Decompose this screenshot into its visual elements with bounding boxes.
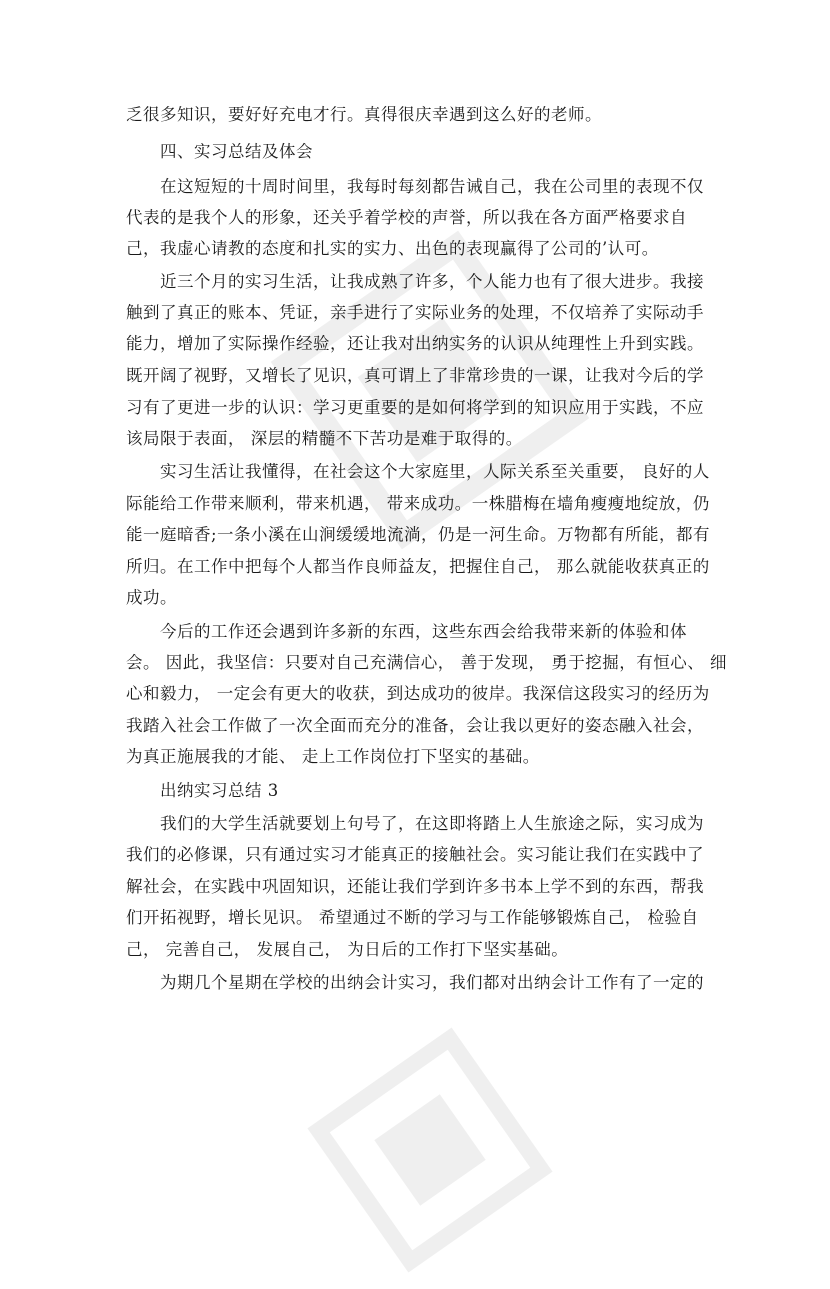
text-line: 己，我虚心请教的态度和扎实的实力、出色的表现赢得了公司的’认可。: [126, 239, 659, 258]
watermark-logo-icon-bottom: [291, 1011, 570, 1289]
text-line: 解社会，在实践中巩固知识，还能让我们学到许多书本上学不到的东西，帮我: [126, 877, 704, 896]
text-line: 实习生活让我懂得，在社会这个大家庭里，人际关系至关重要， 良好的人: [160, 462, 710, 481]
text-line: 为真正施展我的才能、 走上工作岗位打下坚实的基础。: [126, 747, 540, 766]
text-line: 今后的工作还会遇到许多新的东西，这些东西会给我带来新的体验和体: [160, 622, 687, 641]
text-line: 习有了更进一步的认识：学习更重要的是如何将学到的知识应用于实践，不应: [126, 398, 704, 417]
section-heading: 出纳实习总结 3: [160, 781, 279, 800]
text-line: 代表的是我个人的形象，还关乎着学校的声誉，所以我在各方面严格要求自: [126, 208, 687, 227]
text-line: 们开拓视野，增长见识。 希望通过不断的学习与工作能够锻炼自己， 检验自: [126, 908, 699, 927]
text-line: 心和毅力， 一定会有更大的收获，到达成功的彼岸。我深信这段实习的经历为: [126, 684, 710, 703]
text-line: 既开阔了视野，又增长了见识，真可谓上了非常珍贵的一课，让我对今后的学: [126, 366, 704, 385]
text-line: 会。 因此，我坚信：只要对自己充满信心， 善于发现， 勇于挖掘，有恒心、 细: [126, 653, 727, 672]
text-line: 所归。在工作中把每个人都当作良师益友，把握住自己， 那么就能收获真正的: [126, 557, 710, 576]
text-line: 己， 完善自己， 发展自己， 为日后的工作打下坚实基础。: [126, 940, 569, 959]
text-line: 成功。: [126, 588, 177, 607]
text-line: 在这短短的十周时间里，我每时每刻都告诫自己，我在公司里的表现不仅: [160, 177, 704, 196]
text-line: 乏很多知识，要好好充电才行。真得很庆幸遇到这么好的老师。: [126, 105, 602, 124]
text-line: 能一庭暗香;一条小溪在山涧缓缓地流淌，仍是一河生命。万物都有所能，都有: [126, 525, 711, 544]
text-line: 际能给工作带来顺利，带来机遇， 带来成功。一株腊梅在墙角瘦瘦地绽放，仍: [126, 494, 710, 513]
text-line: 该局限于表面， 深层的精髓不下苦功是难于取得的。: [126, 429, 523, 448]
text-line: 触到了真正的账本、凭证，亲手进行了实际业务的处理，不仅培养了实际动手: [126, 303, 704, 322]
section-heading: 四、实习总结及体会: [160, 142, 313, 161]
text-line: 我们的大学生活就要划上句号了，在这即将踏上人生旅途之际，实习成为: [160, 814, 704, 833]
text-line: 我踏入社会工作做了一次全面而充分的准备，会让我以更好的姿态融入社会，: [126, 716, 704, 735]
text-line: 近三个月的实习生活，让我成熟了许多，个人能力也有了很大进步。我接: [160, 272, 704, 291]
text-line: 为期几个星期在学校的出纳会计实习，我们都对出纳会计工作有了一定的: [160, 973, 704, 992]
text-line: 能力，增加了实际操作经验，还让我对出纳实务的认识从纯理性上升到实践。: [126, 334, 704, 353]
text-line: 我们的必修课，只有通过实习才能真正的接触社会。实习能让我们在实践中了: [126, 845, 704, 864]
watermark-logo-icon: [249, 209, 611, 571]
